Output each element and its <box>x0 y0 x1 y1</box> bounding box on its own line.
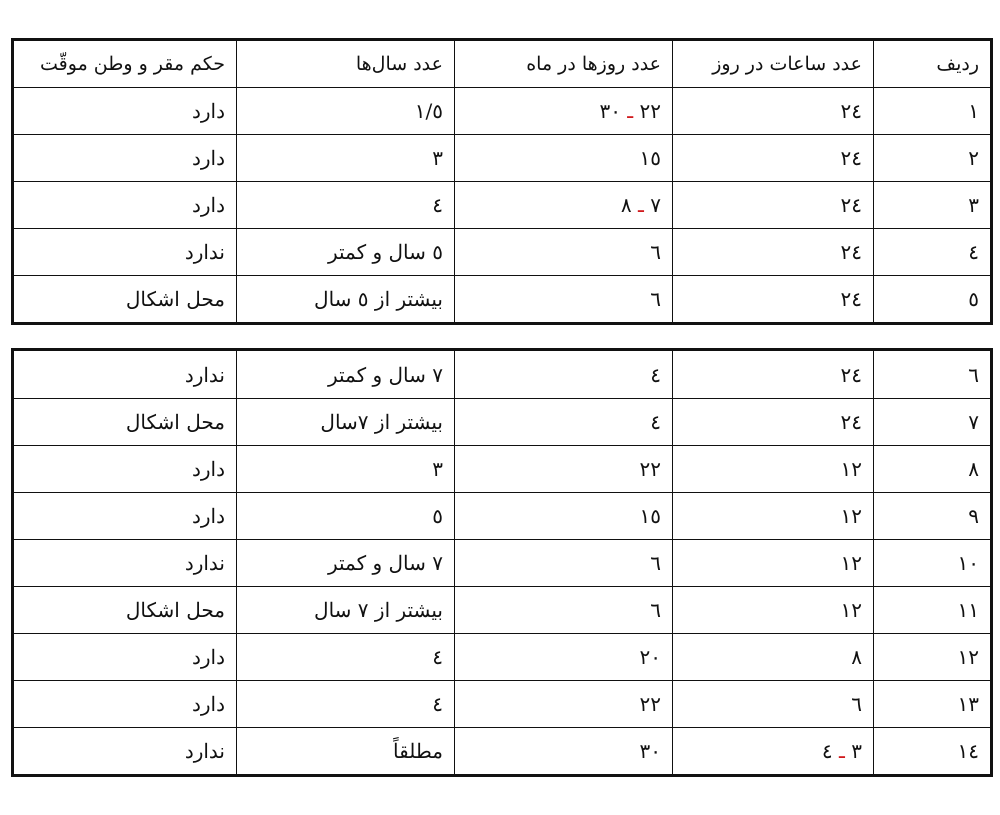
ruling-cell: محل اشکال <box>13 399 237 446</box>
range-start: ٣ <box>851 739 862 763</box>
header-row-number: ردیف <box>874 40 992 88</box>
table-row <box>13 634 992 681</box>
range-start: ٢٢ <box>639 99 661 123</box>
table-row <box>13 276 992 324</box>
hours-cell: ٨ <box>673 634 874 681</box>
rules-table-top <box>11 38 993 325</box>
days-cell <box>455 182 673 229</box>
ruling-cell: دارد <box>13 681 237 728</box>
years-cell: ١/٥ <box>237 88 455 135</box>
days-cell <box>455 88 673 135</box>
row-number-cell: ٧ <box>874 399 992 446</box>
ruling-cell: دارد <box>13 446 237 493</box>
table-row <box>13 399 992 446</box>
row-number-cell: ١٠ <box>874 540 992 587</box>
hours-cell: ٢٤ <box>673 88 874 135</box>
hours-cell: ٢٤ <box>673 182 874 229</box>
years-cell: بیشتر از ٧سال <box>237 399 455 446</box>
row-number-cell: ٨ <box>874 446 992 493</box>
years-cell: ٤ <box>237 681 455 728</box>
hours-cell: ٦ <box>673 681 874 728</box>
hours-cell: ٢٤ <box>673 350 874 399</box>
ruling-cell: دارد <box>13 88 237 135</box>
hours-cell <box>673 728 874 776</box>
rules-table-bottom <box>11 348 993 777</box>
years-cell: ٣ <box>237 135 455 182</box>
hours-cell: ٢٤ <box>673 399 874 446</box>
row-number-cell: ١٤ <box>874 728 992 776</box>
days-cell: ٢٠ <box>455 634 673 681</box>
ruling-cell: ندارد <box>13 728 237 776</box>
row-number-cell: ١٢ <box>874 634 992 681</box>
table-row <box>13 135 992 182</box>
ruling-cell: محل اشکال <box>13 276 237 324</box>
row-number-cell: ١١ <box>874 587 992 634</box>
years-cell: ٣ <box>237 446 455 493</box>
table-row <box>13 88 992 135</box>
ruling-cell: محل اشکال <box>13 587 237 634</box>
row-number-cell: ٢ <box>874 135 992 182</box>
ruling-cell: دارد <box>13 135 237 182</box>
header-days-per-month: عدد روزها در ماه <box>455 40 673 88</box>
years-cell: ٤ <box>237 182 455 229</box>
ruling-cell: ندارد <box>13 540 237 587</box>
hours-cell: ٢٤ <box>673 135 874 182</box>
table-row <box>13 681 992 728</box>
hours-cell: ٢٤ <box>673 276 874 324</box>
table-row <box>13 446 992 493</box>
days-cell: ٣٠ <box>455 728 673 776</box>
years-cell: ٧ سال و کمتر <box>237 540 455 587</box>
range-start: ٧ <box>650 193 661 217</box>
years-cell: بیشتر از ٥ سال <box>237 276 455 324</box>
header-ruling: حکم مقر و وطن موقّت <box>13 40 237 88</box>
table-row <box>13 587 992 634</box>
row-number-cell: ٩ <box>874 493 992 540</box>
hours-cell: ١٢ <box>673 540 874 587</box>
range-end: ٨ <box>620 193 632 217</box>
range-dash: ـ <box>627 99 634 123</box>
hours-cell: ٢٤ <box>673 229 874 276</box>
range-dash: ـ <box>638 193 644 217</box>
ruling-cell: ندارد <box>13 350 237 399</box>
days-cell: ٦ <box>455 587 673 634</box>
table-row <box>13 540 992 587</box>
days-cell: ١٥ <box>455 493 673 540</box>
header-hours-per-day: عدد ساعات در روز <box>673 40 874 88</box>
days-cell: ٦ <box>455 276 673 324</box>
years-cell: ٧ سال و کمتر <box>237 350 455 399</box>
years-cell: بیشتر از ٧ سال <box>237 587 455 634</box>
row-number-cell: ١ <box>874 88 992 135</box>
range-end: ٤ <box>821 739 833 763</box>
days-cell: ٦ <box>455 229 673 276</box>
hours-cell: ١٢ <box>673 446 874 493</box>
row-number-cell: ٥ <box>874 276 992 324</box>
ruling-cell: دارد <box>13 182 237 229</box>
ruling-cell: ندارد <box>13 229 237 276</box>
table-row <box>13 728 992 776</box>
days-cell: ٤ <box>455 399 673 446</box>
years-cell: مطلقاً <box>237 728 455 776</box>
days-cell: ٦ <box>455 540 673 587</box>
days-cell: ٢٢ <box>455 446 673 493</box>
header-row <box>13 40 992 88</box>
years-cell: ٥ سال و کمتر <box>237 229 455 276</box>
ruling-cell: دارد <box>13 493 237 540</box>
table-row <box>13 182 992 229</box>
table-row <box>13 350 992 399</box>
table-row <box>13 493 992 540</box>
row-number-cell: ٦ <box>874 350 992 399</box>
years-cell: ٤ <box>237 634 455 681</box>
table-row <box>13 229 992 276</box>
header-years: عدد سال‌ها <box>237 40 455 88</box>
days-cell: ٤ <box>455 350 673 399</box>
hours-cell: ١٢ <box>673 587 874 634</box>
hours-cell: ١٢ <box>673 493 874 540</box>
days-cell: ٢٢ <box>455 681 673 728</box>
row-number-cell: ١٣ <box>874 681 992 728</box>
ruling-cell: دارد <box>13 634 237 681</box>
range-dash: ـ <box>839 739 845 763</box>
days-cell: ١٥ <box>455 135 673 182</box>
row-number-cell: ٤ <box>874 229 992 276</box>
row-number-cell: ٣ <box>874 182 992 229</box>
years-cell: ٥ <box>237 493 455 540</box>
range-end: ٣٠ <box>599 99 621 123</box>
